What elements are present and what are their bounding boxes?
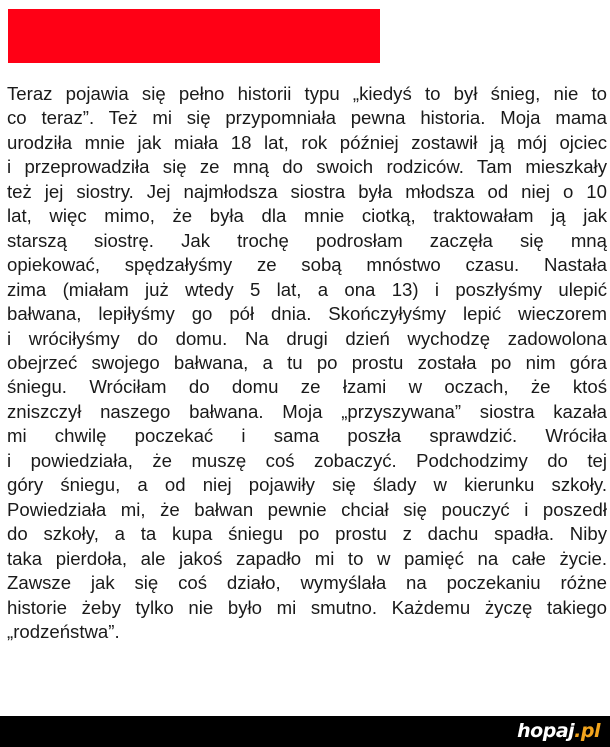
story-line: Powiedziała mi, że bałwan pewnie chciał się pouczyć i poszedł	[7, 498, 607, 520]
logo-brand: hopaj	[517, 720, 575, 742]
story-line: i powiedziała, że muszę coś zobaczyć. Podchodzimy do tej	[7, 449, 607, 471]
story-text	[7, 82, 607, 644]
story-line: bałwana, lepiłyśmy go pół dnia. Skończyłyśmy lepić wieczorem	[7, 303, 607, 325]
story-line: historie żeby tylko nie było mi smutno. Każdemu życzę takiego	[7, 596, 607, 618]
story-line: też jej siostry. Jej najmłodsza siostra była młodsza od niej o 10	[7, 180, 607, 202]
story-line: zima (miałam już wtedy 5 lat, a ona 13) i poszłyśmy ulepić	[7, 278, 607, 300]
red-banner	[8, 9, 380, 63]
story-line: Zawsze jak się coś działo, wymyślała na poczekaniu różne	[7, 572, 607, 594]
story-line: obejrzeć swojego bałwana, a tu po prostu została po nim góra	[7, 351, 607, 373]
story-line: góry śniegu, a od niej pojawiły się ślady w kierunku szkoły.	[7, 474, 607, 496]
footer-bar	[0, 716, 610, 747]
story-line: taka pierdoła, ale jakoś zapadło mi to w pamięć na całe życie.	[7, 547, 607, 569]
story-line: zniszczył naszego bałwana. Moja „przyszywana” siostra kazała	[7, 400, 607, 422]
logo-tld: .pl	[574, 720, 600, 742]
story-line: opiekować, spędzałyśmy ze sobą mnóstwo czasu. Nastała	[7, 254, 607, 276]
story-line: urodziła mnie jak miała 18 lat, rok później zostawił ją mój ojciec	[7, 131, 607, 153]
hopaj-logo[interactable]	[517, 719, 600, 743]
story-line: starszą siostrę. Jak trochę podrosłam zaczęła się mną	[7, 229, 607, 251]
story-line-last: „rodzeństwa”.	[7, 620, 120, 642]
story-line: mi chwilę poczekać i sama poszła sprawdzić. Wróciła	[7, 425, 607, 447]
story-line: co teraz”. Też mi się przypomniała pewna historia. Moja mama	[7, 107, 607, 129]
story-line: i przeprowadziła się ze mną do swoich rodziców. Tam mieszkały	[7, 156, 607, 178]
story-line: lat, więc mimo, że była dla mnie ciotką, traktowałam ją jak	[7, 205, 607, 227]
story-line: do szkoły, a ta kupa śniegu po prostu z dachu spadła. Niby	[7, 523, 607, 545]
story-line: śniegu. Wróciłam do domu ze łzami w oczach, że ktoś	[7, 376, 607, 398]
story-line: Teraz pojawia się pełno historii typu „kiedyś to był śnieg, nie to	[7, 83, 607, 104]
story-line: i wróciłyśmy do domu. Na drugi dzień wychodzę zadowolona	[7, 327, 607, 349]
